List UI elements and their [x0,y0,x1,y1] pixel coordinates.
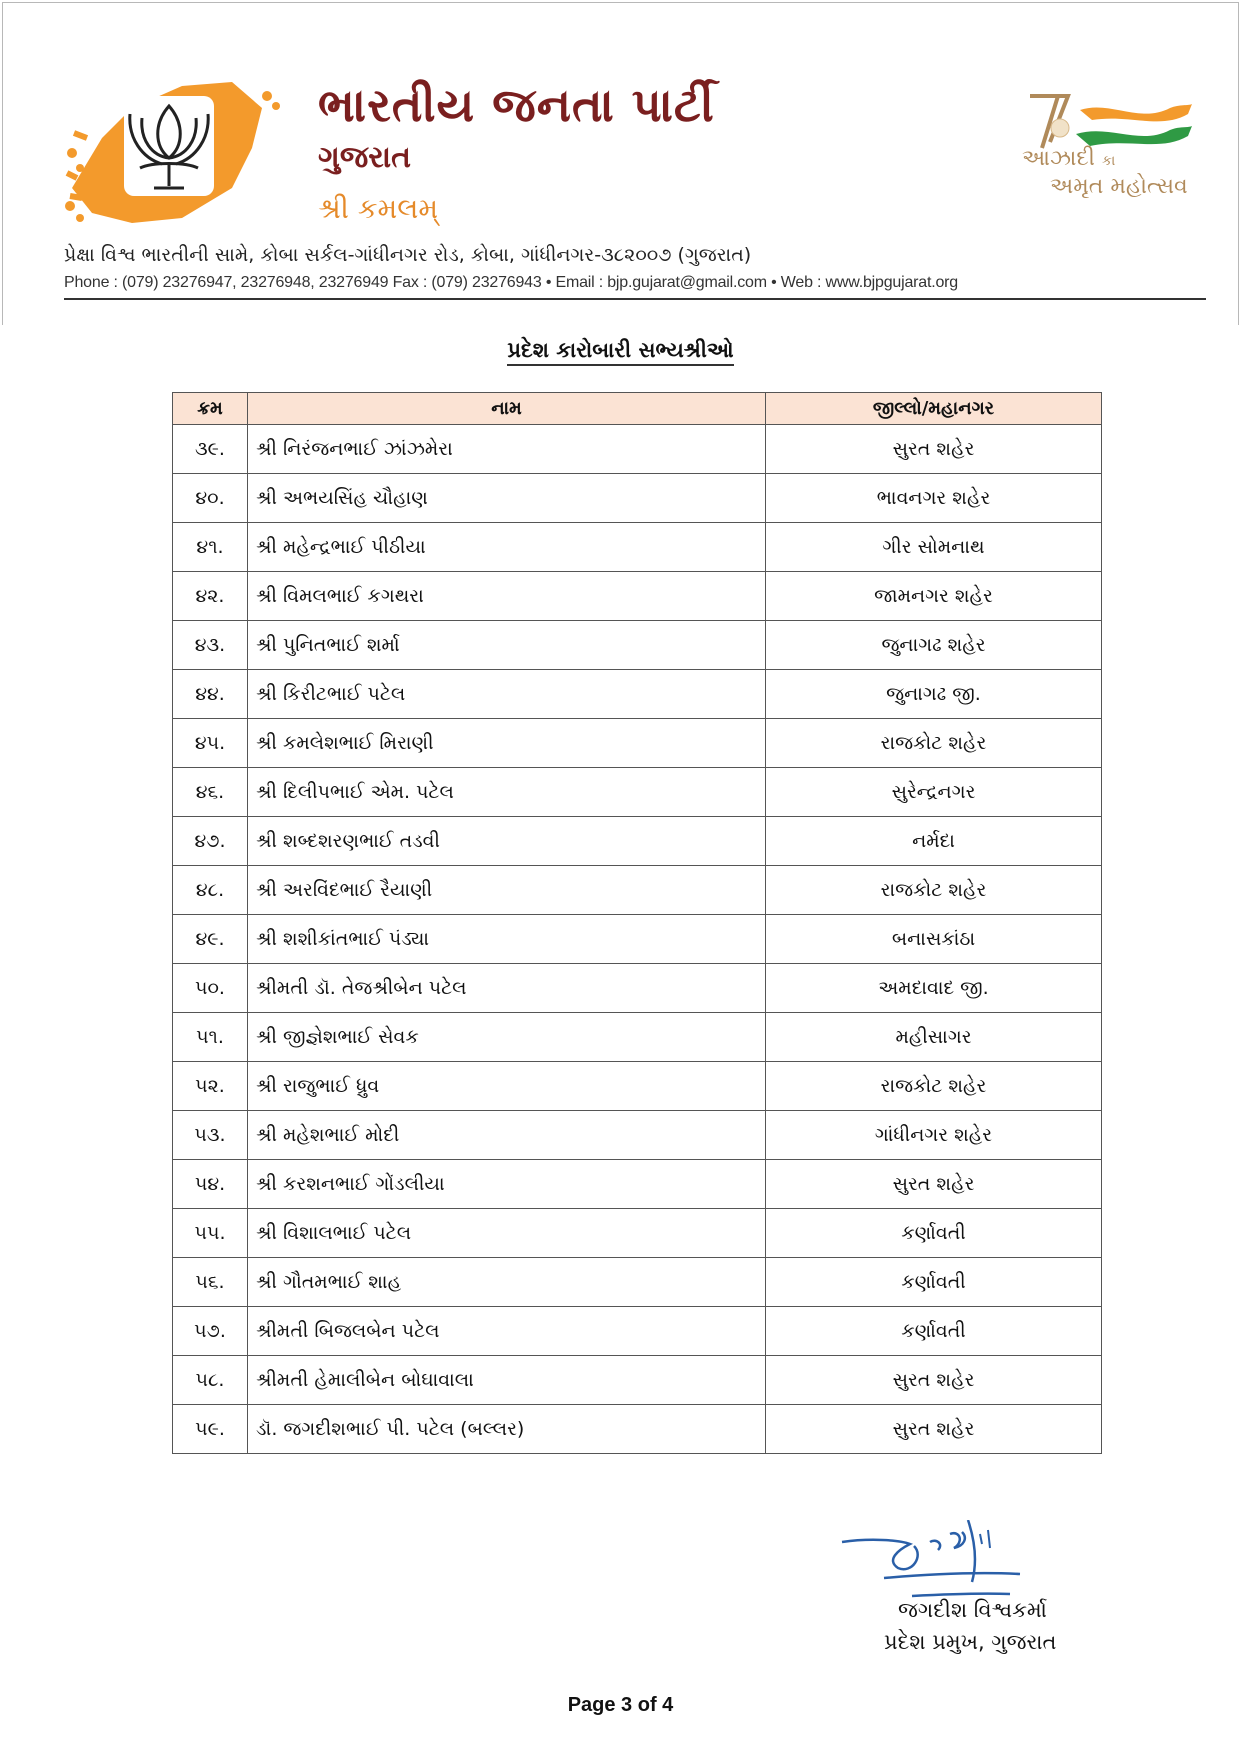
row-number: ૫૬. [173,1258,248,1307]
member-district: કર્ણાવતી [766,1258,1102,1307]
state-name: ગુજરાત [318,140,412,175]
row-number: ૪૯. [173,915,248,964]
member-name: શ્રી નિરંજનભાઈ ઝાંઝમેરા [248,425,766,474]
member-district: નર્મદા [766,817,1102,866]
member-district: જામનગર શહેર [766,572,1102,621]
member-name: ડૉ. જગદીશભાઈ પી. પટેલ (બલ્લર) [248,1405,766,1454]
member-name: શ્રી વિમલભાઈ કગથરા [248,572,766,621]
member-name: શ્રીમતી ડૉ. તેજશ્રીબેન પટેલ [248,964,766,1013]
table-row [173,670,1102,719]
table-row [173,1209,1102,1258]
row-number: ૪૨. [173,572,248,621]
table-row [173,621,1102,670]
row-number: ૫૦. [173,964,248,1013]
member-district: કર્ણાવતી [766,1209,1102,1258]
row-number: ૫૯. [173,1405,248,1454]
row-number: ૫૧. [173,1013,248,1062]
table-row [173,817,1102,866]
member-name: શ્રી વિશાલભાઈ પટેલ [248,1209,766,1258]
table-row [173,964,1102,1013]
table-row [173,1405,1102,1454]
row-number: ૫૭. [173,1307,248,1356]
row-number: ૪૮. [173,866,248,915]
row-number: ૫૩. [173,1111,248,1160]
amrit-line2: અમૃત મહોત્સવ [1050,174,1188,199]
table-row [173,866,1102,915]
member-district: મહીસાગર [766,1013,1102,1062]
signatory-title: પ્રદેશ પ્રમુખ, ગુજરાત [884,1630,1057,1654]
member-name: શ્રી કિરીટભાઈ પટેલ [248,670,766,719]
table-row [173,1160,1102,1209]
row-number: ૩૯. [173,425,248,474]
member-district: ભાવનગર શહેર [766,474,1102,523]
member-district: કર્ણાવતી [766,1307,1102,1356]
table-row [173,1258,1102,1307]
table-row [173,572,1102,621]
table-row [173,425,1102,474]
handwritten-signature-icon [840,1520,1040,1600]
member-name: શ્રી જીજ્ઞેશભાઈ સેવક [248,1013,766,1062]
row-number: ૪૦. [173,474,248,523]
row-number: ૫૨. [173,1062,248,1111]
member-name: શ્રીમતી બિજલબેન પટેલ [248,1307,766,1356]
row-number: ૫૮. [173,1356,248,1405]
member-name: શ્રી પુનિતભાઈ શર્મા [248,621,766,670]
row-number: ૪૫. [173,719,248,768]
table-row [173,1307,1102,1356]
member-name: શ્રી અભયસિંહ ચૌહાણ [248,474,766,523]
member-district: સુરેન્દ્રનગર [766,768,1102,817]
member-name: શ્રી મહેશભાઈ મોદી [248,1111,766,1160]
row-number: ૪૩. [173,621,248,670]
table-header-row [173,393,1102,425]
table-row [173,474,1102,523]
member-district: ગાંધીનગર શહેર [766,1111,1102,1160]
member-district: સુરત શહેર [766,1160,1102,1209]
member-name: શ્રી અરવિંદભાઈ રૈયાણી [248,866,766,915]
row-number: ૪૧. [173,523,248,572]
member-district: સુરત શહેર [766,1356,1102,1405]
member-district: રાજકોટ શહેર [766,719,1102,768]
column-header-number: ક્રમ [173,393,248,425]
table-row [173,1013,1102,1062]
amrit-line1: આઝાદી કા [1022,146,1116,171]
table-row [173,1356,1102,1405]
office-name: શ્રી કમલમ્ [318,192,439,225]
member-district: બનાસકાંઠા [766,915,1102,964]
document-title: પ્રદેશ કારોબારી સભ્યશ્રીઓ [0,338,1241,363]
member-name: શ્રી ગૌતમભાઈ શાહ [248,1258,766,1307]
member-name: શ્રી શબ્દશરણભાઈ તડવી [248,817,766,866]
member-district: રાજકોટ શહેર [766,866,1102,915]
row-number: ૫૫. [173,1209,248,1258]
member-district: અમદાવાદ જી. [766,964,1102,1013]
member-district: રાજકોટ શહેર [766,1062,1102,1111]
member-district: સુરત શહેર [766,425,1102,474]
member-district: ગીર સોમનાથ [766,523,1102,572]
row-number: ૫૪. [173,1160,248,1209]
signatory-name: જગદીશ વિશ્વકર્મા [898,1598,1047,1622]
row-number: ૪૬. [173,768,248,817]
member-name: શ્રી રાજુભાઈ ધ્રુવ [248,1062,766,1111]
column-header-name: નામ [248,393,766,425]
page-number: Page 3 of 4 [567,1694,674,1716]
member-name: શ્રી શશીકાંતભાઈ પંડ્યા [248,915,766,964]
table-row [173,1111,1102,1160]
header-divider [64,298,1206,300]
row-number: ૪૪. [173,670,248,719]
lotus-logo-icon [62,78,282,228]
member-name: શ્રી દિલીપભાઈ એમ. પટેલ [248,768,766,817]
office-address: પ્રેક્ષા વિશ્વ ભારતીની સામે, કોબા સર્કલ-ગાંધીનગર રોડ, કોબા, ગાંધીનગર-૩૮૨૦૦૭ (ગુજરાત) [64,244,752,266]
table-row [173,768,1102,817]
contact-info: Phone : (079) 23276947, 23276948, 23276949 Fax : (079) 23276943 • Email : bjp.gujarat@gmail.com • Web : www.bjpgujarat.org [64,274,958,291]
table-row [173,523,1102,572]
party-name: ભારતીય જનતા પાર્ટી [318,78,715,132]
table-row [173,915,1102,964]
member-name: શ્રી કરશનભાઈ ગોંડલીયા [248,1160,766,1209]
member-name: શ્રી કમલેશભાઈ મિરાણી [248,719,766,768]
member-name: શ્રીમતી હેમાલીબેન બોઘાવાલા [248,1356,766,1405]
member-name: શ્રી મહેન્દ્રભાઈ પીઠીયા [248,523,766,572]
members-table [172,392,1102,1454]
member-district: જુનાગઢ જી. [766,670,1102,719]
column-header-district: જીલ્લો/મહાનગર [766,393,1102,425]
table-row [173,719,1102,768]
member-district: સુરત શહેર [766,1405,1102,1454]
row-number: ૪૭. [173,817,248,866]
member-district: જુનાગઢ શહેર [766,621,1102,670]
table-row [173,1062,1102,1111]
